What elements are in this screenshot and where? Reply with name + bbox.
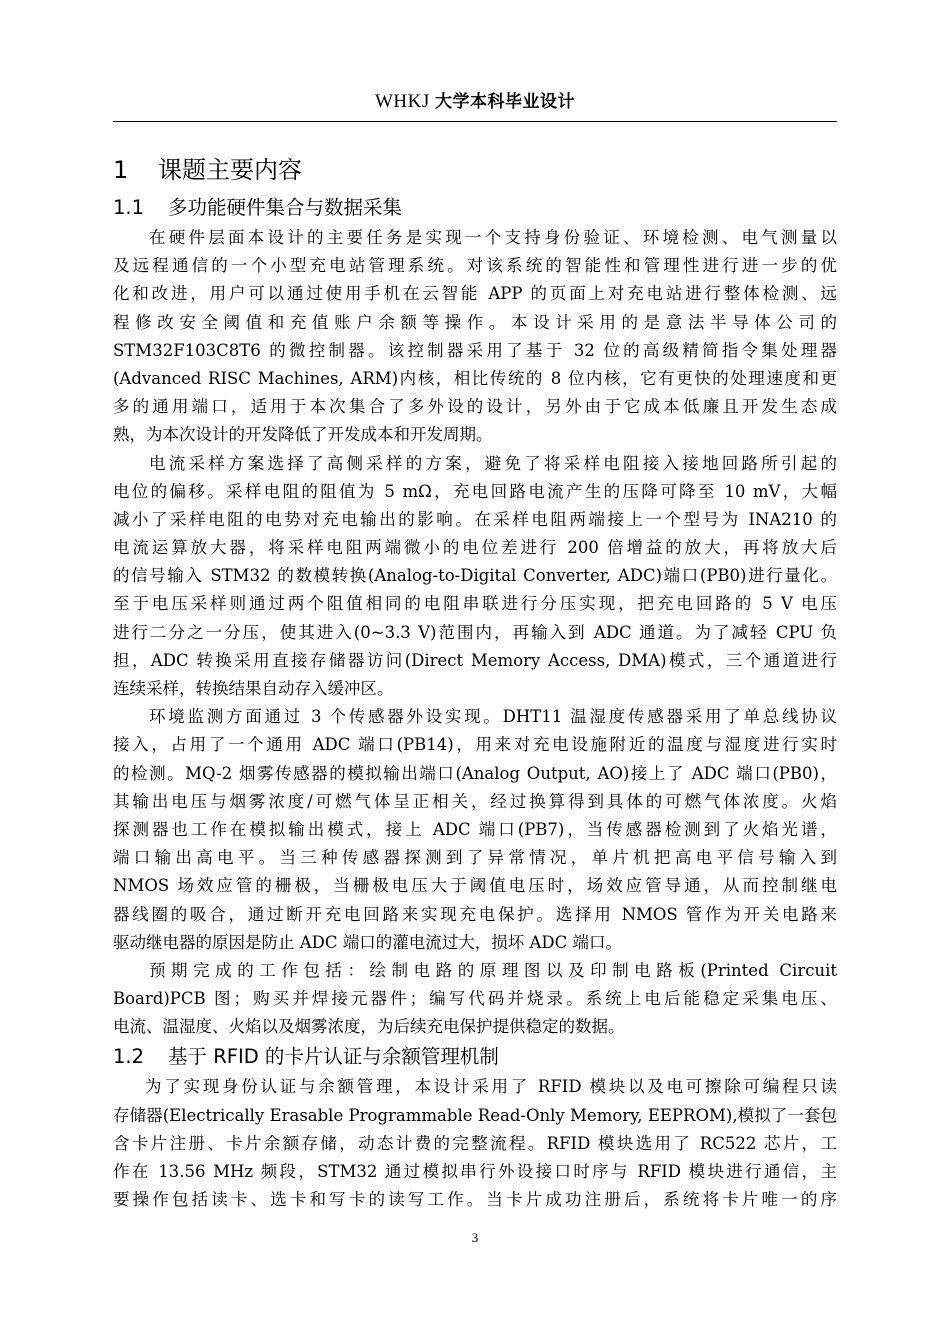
header-title: 大学本科毕业设计 xyxy=(435,92,576,112)
text-line: 的信号输入 STM32 的数模转换(Analog-to-Digital Converter, ADC)端口(PB0)进行量化。 xyxy=(113,566,837,586)
text-line: 器线圈的吸合，通过断开充电回路来实现充电保护。选择用 NMOS 管作为开关电路来 xyxy=(113,904,837,924)
text-line: 端口输出高电平。当三种传感器探测到了异常情况，单片机把高电平信号输入到 xyxy=(113,848,837,868)
text-line: 驱动继电器的原因是防止 ADC 端口的灌电流过大，损坏 ADC 端口。 xyxy=(113,932,623,952)
text-line: 及远程通信的一个小型充电站管理系统。对该系统的智能性和管理性进行进一步的优 xyxy=(113,256,837,276)
page-number: 3 xyxy=(471,1230,479,1245)
text-line: 接入，占用了一个通用 ADC 端口(PB14)，用来对充电设施附近的温度与湿度进行实时 xyxy=(113,735,837,755)
text-line: Board)PCB 图；购买并焊接元器件；编写代码并烧录。系统上电后能稳定采集电压、 xyxy=(113,989,837,1009)
paragraph xyxy=(113,450,837,704)
section-number: 1.2 xyxy=(113,1045,145,1069)
text-line: 担，ADC 转换采用直接存储器访问(Direct Memory Access, DMA)模式，三个通道进行 xyxy=(113,650,837,670)
paragraph xyxy=(113,957,837,1042)
text-line: 电流运算放大器，将采样电阻两端微小的电位差进行 200 倍增益的放大，再将放大后 xyxy=(113,538,837,558)
page-content xyxy=(113,148,837,1214)
text-line: 其输出电压与烟雾浓度/可燃气体呈正相关，经过换算得到具体的可燃气体浓度。火焰 xyxy=(113,791,837,811)
running-header xyxy=(114,88,836,116)
section-title: 多功能硬件集合与数据采集 xyxy=(168,196,403,219)
text-line: 作在 13.56 MHz 频段，STM32 通过模拟串行外设接口时序与 RFID 模块进行通信，主 xyxy=(113,1162,837,1181)
chapter-title: 课题主要内容 xyxy=(158,156,302,184)
text-line: 的检测。MQ-2 烟雾传感器的模拟输出端口(Analog Output, AO)接上了 ADC 端口(PB0)， xyxy=(113,763,837,783)
paragraph xyxy=(113,1073,837,1214)
text-line: 存储器(Electrically Erasable Programmable Read-Only Memory, EEPROM),模拟了一套包 xyxy=(113,1105,837,1125)
text-line: 熟，为本次设计的开发降低了开发成本和开发周期。 xyxy=(113,425,493,445)
text-line: 化和改进，用户可以通过使用手机在云智能 APP 的页面上对充电站进行整体检测、远 xyxy=(113,284,837,304)
text-line: 电位的偏移。采样电阻的阻值为 5 mΩ，充电回路电流产生的压降可降至 10 mV，大幅 xyxy=(113,481,837,501)
text-line: NMOS 场效应管的栅极，当栅极电压大于阈值电压时，场效应管导通，从而控制继电 xyxy=(113,876,837,896)
section-heading xyxy=(113,1041,837,1073)
section-number: 1.1 xyxy=(113,196,145,219)
text-line: 为了实现身份认证与余额管理，本设计采用了 RFID 模块以及电可擦除可编程只读 xyxy=(145,1077,837,1097)
text-line: 减小了采样电阻的电势对充电输出的影响。在采样电阻两端接上一个型号为 INA210 的 xyxy=(113,509,837,529)
chapter-number: 1 xyxy=(113,156,129,184)
paragraph xyxy=(113,703,837,957)
text-line: 探测器也工作在模拟输出模式，接上 ADC 端口(PB7)，当传感器检测到了火焰光谱， xyxy=(113,819,837,839)
header-rule xyxy=(113,121,837,122)
text-line: 环境监测方面通过 3 个传感器外设实现。DHT11 温湿度传感器采用了单总线协议 xyxy=(149,707,837,727)
text-line: 预期完成的工作包括：绘制电路的原理图以及印制电路板(Printed Circuit xyxy=(149,960,837,980)
text-line: 在硬件层面本设计的主要任务是实现一个支持身份验证、环境检测、电气测量以 xyxy=(149,228,837,247)
section-title: 基于 RFID 的卡片认证与余额管理机制 xyxy=(168,1045,499,1069)
text-line: 进行二分之一分压，使其进入(0~3.3 V)范围内，再输入到 ADC 通道。为了减轻 CPU 负 xyxy=(113,622,837,642)
paragraph xyxy=(113,224,837,450)
text-line: STM32F103C8T6 的微控制器。该控制器采用了基于 32 位的高级精简指令集处理器 xyxy=(113,340,837,360)
section-heading xyxy=(113,192,837,224)
header-org: WHKJ xyxy=(374,91,436,112)
text-line: 含卡片注册、卡片余额存储，动态计费的完整流程。RFID 模块选用了 RC522 芯片，工 xyxy=(113,1133,837,1153)
chapter-heading xyxy=(113,148,837,192)
text-line: 电流、温湿度、火焰以及烟雾浓度，为后续充电保护提供稳定的数据。 xyxy=(113,1017,625,1037)
text-line: 多的通用端口，适用于本次集合了多外设的设计，另外由于它成本低廉且开发生态成 xyxy=(113,397,837,417)
text-line: 要操作包括读卡、选卡和写卡的读写工作。当卡片成功注册后，系统将卡片唯一的序 xyxy=(113,1190,837,1210)
text-line: 电流采样方案选择了高侧采样的方案，避免了将采样电阻接入接地回路所引起的 xyxy=(149,453,837,473)
text-line: 至于电压采样则通过两个阻值相同的电阻串联进行分压实现，把充电回路的 5 V 电压 xyxy=(113,594,837,614)
text-line: 连续采样，转换结果自动存入缓冲区。 xyxy=(113,679,394,698)
text-line: 程修改安全阈值和充值账户余额等操作。本设计采用的是意法半导体公司的 xyxy=(113,312,837,332)
text-line: (Advanced RISC Machines, ARM)内核，相比传统的 8 位内核，它有更快的处理速度和更 xyxy=(113,368,837,388)
